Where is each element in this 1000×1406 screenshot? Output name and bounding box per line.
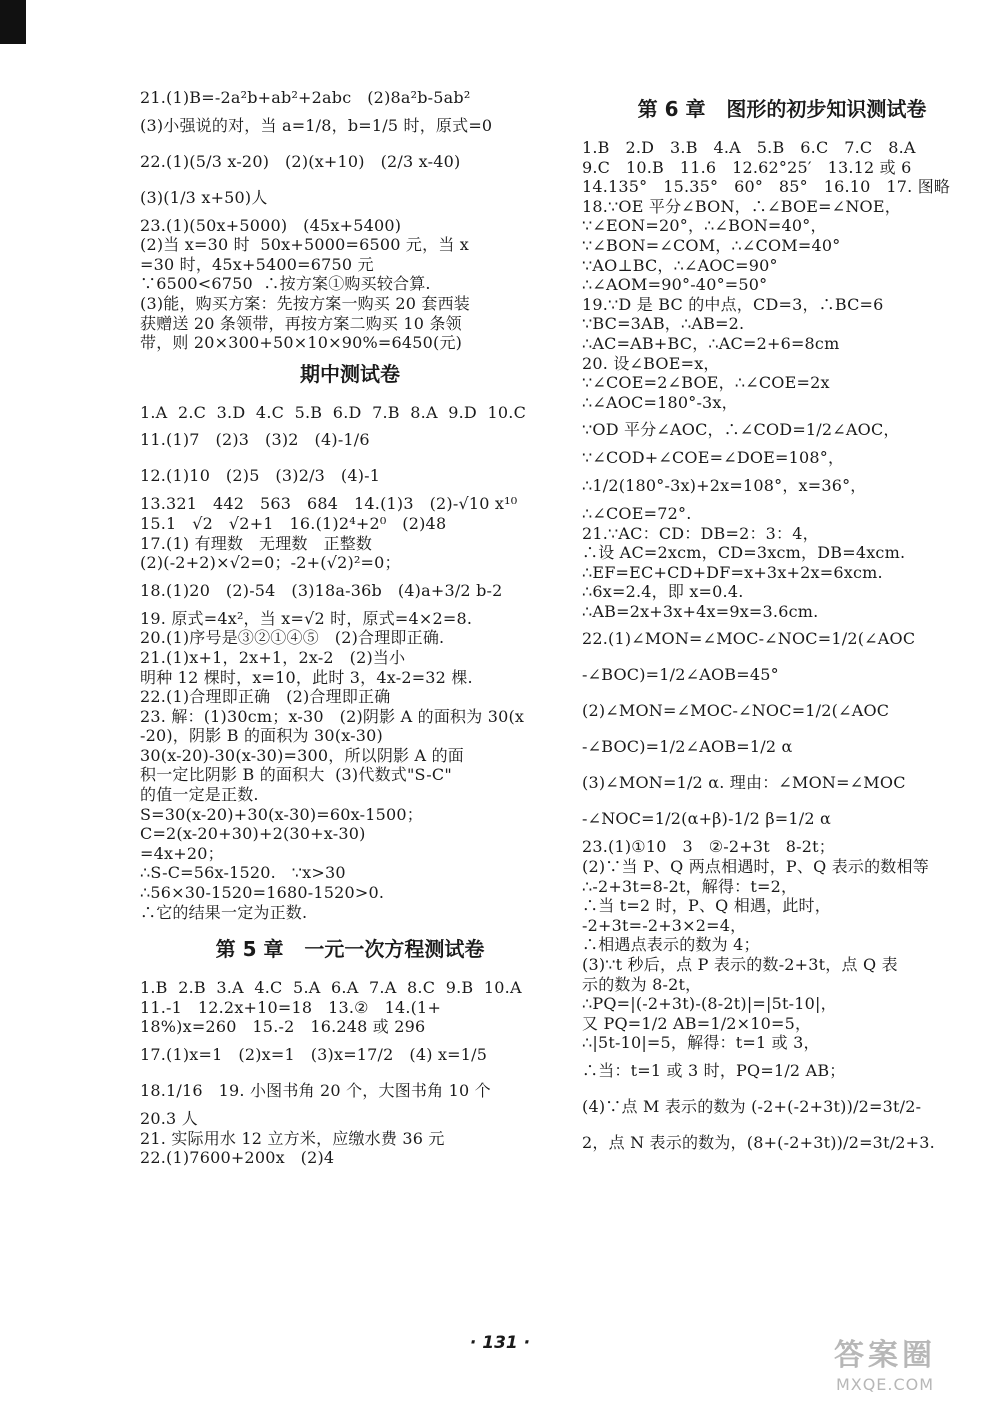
answer-line: 12.(1)10 (2)5 (3)2/3 (4)-1 [140,466,381,486]
answer-line: (3)(1/3 x+50)人 [140,187,268,207]
answer-line: 21.(1)x+1，2x+1，2x-2 (2)当小 [140,647,406,667]
answer-line: ∵∠EON=20°，∴∠BON=40°， [582,216,827,236]
answer-line: 23.(1)(50x+5000) (45x+5400) [140,215,402,235]
answer-line: ∴∠AOM=90°-40°=50° [582,275,768,295]
answer-line: 14.135° 15.35° 60° 85° 16.10 17. 图略 [582,177,951,197]
answer-line: (2)当 x=30 时 50x+5000=6500 元，当 x [140,235,470,255]
answer-line: 21. 实际用水 12 立方米，应缴水费 36 元 [140,1128,445,1148]
corner-marker [0,0,26,44]
right-column [582,88,982,1161]
answer-line: 获赠送 20 条领带，再按方案二购买 10 条领 [140,313,462,333]
answer-line: 23.(1)①10 3 ②-2+3t 8-2t； [582,837,835,857]
answer-line: 明种 12 棵时，x=10，此时 3，4x-2=32 棵. [140,667,473,687]
answer-line: 19.∵D 是 BC 的中点，CD=3，∴BC=6 [582,294,884,314]
answer-line: 22.(1)(5/3 x-20) (2)(x+10) (2/3 x-40) [140,151,461,171]
answer-line: ∴AB=2x+3x+4x=9x=3.6cm. [582,601,819,621]
answer-line: (3)∵t 秒后，点 P 表示的数-2+3t，点 Q 表 [582,955,898,975]
answer-line: 带，则 20×300+50×10×90%=6450(元) [140,333,463,353]
answer-line: 2，点 N 表示的数为，(8+(-2+3t))/2=3t/2+3. [582,1133,935,1152]
answer-line: ∴PQ=|(-2+3t)-(8-2t)|=|5t-10|， [582,994,837,1014]
watermark-site-text: MXQE.COM [835,1375,935,1394]
answer-line: ∵∠BON=∠COM，∴∠COM=40° [582,235,841,255]
answer-line: C=2(x-20+30)+2(30+x-30) [140,824,366,844]
answer-line: 18.(1)20 (2)-54 (3)18a-36b (4)a+3/2 b-2 [140,580,503,600]
answer-line: 23. 解：(1)30cm；x-30 (2)阴影 A 的面积为 30(x [140,706,525,726]
answer-line: 20.(1)序号是③②①④⑤ (2)合理即正确. [140,628,445,648]
answer-line: 11.(1)7 (2)3 (3)2 (4)-1/6 [140,430,370,450]
answer-line: (3)小强说的对，当 a=1/8，b=1/5 时，原式=0 [140,115,493,135]
answer-line: -∠NOC=1/2(α+β)-1/2 β=1/2 α [582,809,832,829]
chapter5-title: 第 5 章 一元一次方程测试卷 [215,937,485,962]
answer-line: ∴-2+3t=8-2t，解得：t=2， [582,876,798,896]
midterm-test-title: 期中测试卷 [300,361,400,386]
answer-line: 22.(1)7600+200x (2)4 [140,1148,335,1168]
answer-line: 18%)x=260 15.-2 16.248 或 296 [140,1017,426,1037]
answer-line: -20)，阴影 B 的面积为 30(x-30) [140,726,383,746]
answer-line: ∴∠COE=72°. [582,503,692,523]
answer-line: 示的数为 8-2t， [582,974,702,994]
answer-line: (2)∠MON=∠MOC-∠NOC=1/2(∠AOC [582,701,890,721]
answer-line: 21.(1)B=-2a²b+ab²+2abc (2)8a²b-5ab² [140,88,471,107]
answer-line: ∴|5t-10|=5，解得：t=1 或 3， [582,1033,820,1053]
answer-line: ∴EF=EC+CD+DF=x+3x+2x=6xcm. [582,562,883,582]
answers-chapter4-continued [140,88,560,353]
answer-line: ∴它的结果一定为正数. [140,902,308,922]
answer-line: 11.-1 12.2x+10=18 13.② 14.(1+ [140,997,442,1017]
answer-line: 21.∵AC：CD：DB=2：3：4， [582,523,819,543]
answer-line: (3)∠MON=1/2 α. 理由：∠MON=∠MOC [582,773,906,793]
answer-line: 又 PQ=1/2 AB=1/2×10=5， [582,1013,812,1033]
answer-line: 30(x-20)-30(x-30)=300，所以阴影 A 的面 [140,745,464,765]
answer-line: ∴6x=2.4，即 x=0.4. [582,582,744,602]
answer-line: 1.B 2.D 3.B 4.A 5.B 6.C 7.C 8.A [582,138,916,157]
answer-line: ∴S-C=56x-1520. ∵x>30 [140,863,346,883]
answer-line: ∴设 AC=2xcm，CD=3xcm，DB=4xcm. [582,543,906,563]
answer-line: 20. 设∠BOE=x， [582,353,720,373]
answer-line: 20.3 人 [140,1109,198,1128]
answer-line: =30 时，45x+5400=6750 元 [140,254,374,274]
answer-line: -∠BOC)=1/2∠AOB=1/2 α [582,737,793,757]
answer-line: ∴当 t=2 时，P、Q 相遇，此时， [582,896,831,916]
answer-line: (2)∵当 P、Q 两点相遇时，P、Q 表示的数相等 [582,857,929,877]
answer-line: 1.A 2.C 3.D 4.C 5.B 6.D 7.B 8.A 9.D 10.C [140,402,527,422]
answer-line: ∵∠COD+∠COE=∠DOE=108°， [582,448,845,468]
answer-line: ∵6500<6750 ∴按方案①购买较合算. [140,274,431,294]
answer-line: S=30(x-20)+30(x-30)=60x-1500； [140,804,423,824]
answer-line: 的值一定是正数. [140,785,259,805]
answer-line: ∴56×30-1520=1680-1520>0. [140,883,385,903]
answer-line: 18.∵OE 平分∠BON，∴∠BOE=∠NOE， [582,196,901,216]
answer-line: ∵∠COE=2∠BOE，∴∠COE=2x [582,373,830,393]
answer-line: 9.C 10.B 11.6 12.62°25′ 13.12 或 6 [582,157,912,177]
answer-line: (2)(-2+2)×√2=0；-2+(√2)²=0； [140,553,401,573]
page-number: · 131 · [469,1333,531,1353]
answer-line: (3)能，购买方案：先按方案一购买 20 套西装 [140,293,470,313]
chapter6-title: 第 6 章 图形的初步知识测试卷 [637,97,927,121]
answer-line: 22.(1)合理即正确 (2)合理即正确 [140,687,391,707]
answer-line: 13.321 442 563 684 14.(1)3 (2)-√10 x¹⁰ [140,494,518,514]
answer-line: 19. 原式=4x²，当 x=√2 时，原式=4×2=8. [140,608,473,628]
answer-line: -∠BOC)=1/2∠AOB=45° [582,665,779,685]
watermark-logo-text: 答案圈 [834,1338,936,1373]
answer-line: 18.1/16 19. 小图书角 20 个，大图书角 10 个 [140,1081,491,1100]
answer-line: 1.B 2.B 3.A 4.C 5.A 6.A 7.A 8.C 9.B 10.A [140,978,522,998]
answer-line: ∴当：t=1 或 3 时，PQ=1/2 AB； [582,1061,846,1080]
answer-line: (4)∵点 M 表示的数为 (-2+(-2+3t))/2=3t/2- [582,1097,922,1116]
answer-line: -2+3t=-2+3×2=4， [582,915,747,935]
left-column [140,88,560,1168]
answer-line: ∵BC=3AB，∴AB=2. [582,314,745,334]
answer-line: =4x+20； [140,843,224,863]
answer-line: ∴AC=AB+BC，∴AC=2+6=8cm [582,333,840,353]
answer-line: 22.(1)∠MON=∠MOC-∠NOC=1/2(∠AOC [582,629,916,649]
answers-chapter5 [140,978,560,1168]
answer-line: 积一定比阴影 B 的面积大 (3)代数式"S-C" [140,765,452,785]
answers-midterm [140,403,560,922]
answer-line: 17.(1) 有理数 无理数 正整数 [140,533,373,553]
answer-line: ∵AO⊥BC，∴∠AOC=90° [582,255,778,275]
answers-chapter6 [582,138,982,1161]
answer-line: 15.1 √2 √2+1 16.(1)2⁴+2⁰ (2)48 [140,513,447,533]
answer-line: ∴∠AOC=180°-3x， [582,392,738,412]
answer-line: 17.(1)x=1 (2)x=1 (3)x=17/2 (4) x=1/5 [140,1045,488,1064]
watermark-logo [800,1336,970,1398]
answer-line: ∵OD 平分∠AOC，∴∠COD=1/2∠AOC， [582,420,900,440]
answer-line: ∴相遇点表示的数为 4； [582,935,760,955]
answer-line: ∴1/2(180°-3x)+2x=108°，x=36°， [582,475,867,495]
